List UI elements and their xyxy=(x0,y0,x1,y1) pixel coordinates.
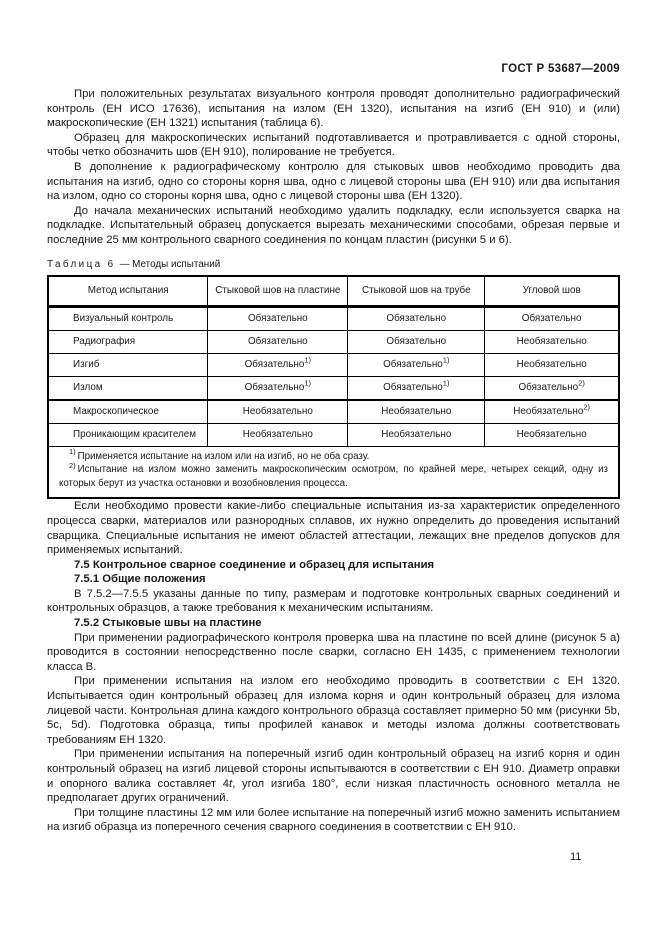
table-caption xyxy=(47,259,620,271)
footnote-marker: 1) xyxy=(442,378,450,388)
cell-value: Обязательно$^{2)}$ xyxy=(485,376,619,400)
table-row xyxy=(48,306,619,330)
table-footnotes xyxy=(48,446,619,498)
paragraph-visual-results: При положительных результатах визуального контроля проводят дополнительно радиографический контроль (ЕН ИСО 17636), испытания на излом (ЕН 1320), испытания на изгиб (ЕН 910) и (или) макроскопические (ЕН 1321) испытания (таблица 6). xyxy=(47,88,620,130)
cell-value: Необязательно xyxy=(348,400,485,424)
paragraph-general-provisions: В 7.5.2—7.5.5 указаны данные по типу, размерам и подготовке контрольных сварных соединений и контрольных образцов, а также требования к механическим испытаниям. xyxy=(47,587,620,615)
table-caption-label: Таблица 6 xyxy=(47,258,116,270)
heading-7-5: 7.5 Контрольное сварное соединение и образец для испытания xyxy=(74,558,435,571)
cell-method: Радиография xyxy=(48,330,208,353)
italic-t: t xyxy=(229,777,233,790)
column-header-pipe-butt: Стыковой шов на трубе xyxy=(348,276,485,307)
paragraph-bend-test: При применении испытания на поперечный изгиб один контрольный образец на изгиб корня и один контрольный образец на изгиб лицевой стороны испытываются в соответствии с ЕН 910. Диаметр оправки и опорного валика составляет 4t, угол изгиба 180°, если низкая пластичность основного металла не предполагает других ограничений. xyxy=(47,748,620,805)
cell-value: Необязательно$^{2)}$ xyxy=(485,400,619,424)
table-row xyxy=(48,353,619,376)
column-header-method: Метод испытания xyxy=(48,276,208,307)
paragraph-fracture-test: При применении испытания на излом его необходимо проводить в соответствии с ЕН 1320. Испытывается один контрольный образец для излома корня и один контрольный образец для излома лицевой части. Контрольная длина каждого контрольного образца составляет примерно 50 мм (рисунки 5b, 5c, 5d). Подготовка образца, типы профилей канавок и методы излома должны соответствовать требованиям ЕН 1320. xyxy=(47,675,620,746)
paragraph-macro-specimen: Образец для макроскопических испытаний подготавливается и протравливается с одной стороны, чтобы четко обозначить шов (ЕН 910), полирование не требуется. xyxy=(47,131,620,159)
table-row xyxy=(48,330,619,353)
table-row xyxy=(48,376,619,400)
cell-value: Обязательно$^{1)}$ xyxy=(208,376,348,400)
cell-value: Обязательно xyxy=(348,330,485,353)
cell-value: Обязательно$^{1)}$ xyxy=(348,353,485,376)
cell-value: Обязательно xyxy=(208,330,348,353)
table-caption-title: — Методы испытаний xyxy=(119,258,221,270)
cell-value: Обязательно$^{1)}$ xyxy=(348,376,485,400)
document-code: ГОСТ Р 53687—2009 xyxy=(501,63,620,75)
cell-value: Обязательно$^{1)}$ xyxy=(208,353,348,376)
paragraph-special-tests: Если необходимо провести какие-либо специальные испытания из-за характеристик определенного процесса сварки, материалов или разнородных сплавов, их нужно определить до проведения испытаний сварщика. Специальные испытания не имеют областей аттестации, лежащих вне пределов допусков для применяемых испытаний. xyxy=(47,500,620,557)
paragraph-butt-welds: В дополнение к радиографическому контролю для стыковых швов необходимо проводить два испытания на изгиб, одно со стороны корня шва, одно с лицевой стороны шва (ЕН 910) или два испытания на излом, одно со стороны корня шва, одно с лицевой стороны шва (ЕН 1320). xyxy=(47,160,620,203)
footnote-1-text: Применяется испытание на излом или на изгиб, но не оба сразу. xyxy=(77,450,370,462)
cell-value: Необязательно xyxy=(208,423,348,446)
cell-method: Излом xyxy=(48,376,208,400)
footnote-marker: 2) xyxy=(578,378,585,388)
table-footnotes-row xyxy=(48,446,619,498)
table-row xyxy=(48,423,619,446)
cell-method: Макроскопическое xyxy=(48,400,208,424)
table-row xyxy=(48,400,619,424)
paragraph-backing-removal: До начала механических испытаний необходимо удалить подкладку, если используется сварка на подкладке. Испытательный образец допускается вырезать механическими способами, обрезая первые и последние 25 мм контрольного сварного соединения по концам пластин (рисунки 5 и 6). xyxy=(47,204,620,246)
cell-value: Необязательно xyxy=(485,423,619,446)
footnote-1-marker: 1) xyxy=(69,447,76,457)
paragraph-plate-thickness: При толщине пластины 12 мм или более испытание на поперечный изгиб можно заменить испытанием на изгиб образца из поперечного сечения сварного соединения в соответствии с ЕН 910. xyxy=(47,806,620,834)
cell-value: Необязательно xyxy=(485,353,619,376)
page-number: 11 xyxy=(570,851,582,863)
cell-value: Обязательно xyxy=(208,306,348,330)
heading-7-5-1: 7.5.1 Общие положения xyxy=(74,573,206,586)
footnote-marker: 2) xyxy=(583,402,591,412)
column-header-fillet: Угловой шов xyxy=(485,276,619,307)
cell-value: Необязательно xyxy=(208,400,348,424)
test-methods-table xyxy=(47,275,620,500)
cell-value: Обязательно xyxy=(348,306,485,330)
heading-7-5-2: 7.5.2 Стыковые швы на пластине xyxy=(74,617,262,630)
page-content xyxy=(47,87,620,835)
footnote-2-marker: 2) xyxy=(69,460,76,470)
footnote-2 xyxy=(59,460,608,490)
footnote-marker: 1) xyxy=(304,355,311,365)
cell-value: Необязательно xyxy=(485,330,619,353)
column-header-plate-butt: Стыковой шов на пластине xyxy=(208,276,348,307)
cell-method: Изгиб xyxy=(48,353,208,376)
cell-value: Необязательно xyxy=(348,423,485,446)
footnote-1 xyxy=(59,447,608,464)
footnote-marker: 1) xyxy=(442,355,450,365)
table-header-row xyxy=(48,276,619,307)
cell-method: Проникающим красителем xyxy=(48,423,208,446)
paragraph-radiographic-control: При применении радиографического контроля проверка шва на пластине по всей длине (рисунок 5 а) проводится в состоянии непосредственно после сварки, согласно ЕН 1435, с применением технологии класса В. xyxy=(47,631,620,673)
footnote-marker: 1) xyxy=(304,378,311,388)
footnote-2-text: Испытание на излом можно заменить макроскопическим осмотром, по крайней мере, четырех секций, одну из которых берут из участка остановки и возобновления процесса. xyxy=(59,464,608,489)
cell-method: Визуальный контроль xyxy=(48,306,208,330)
cell-value: Обязательно xyxy=(485,306,619,330)
